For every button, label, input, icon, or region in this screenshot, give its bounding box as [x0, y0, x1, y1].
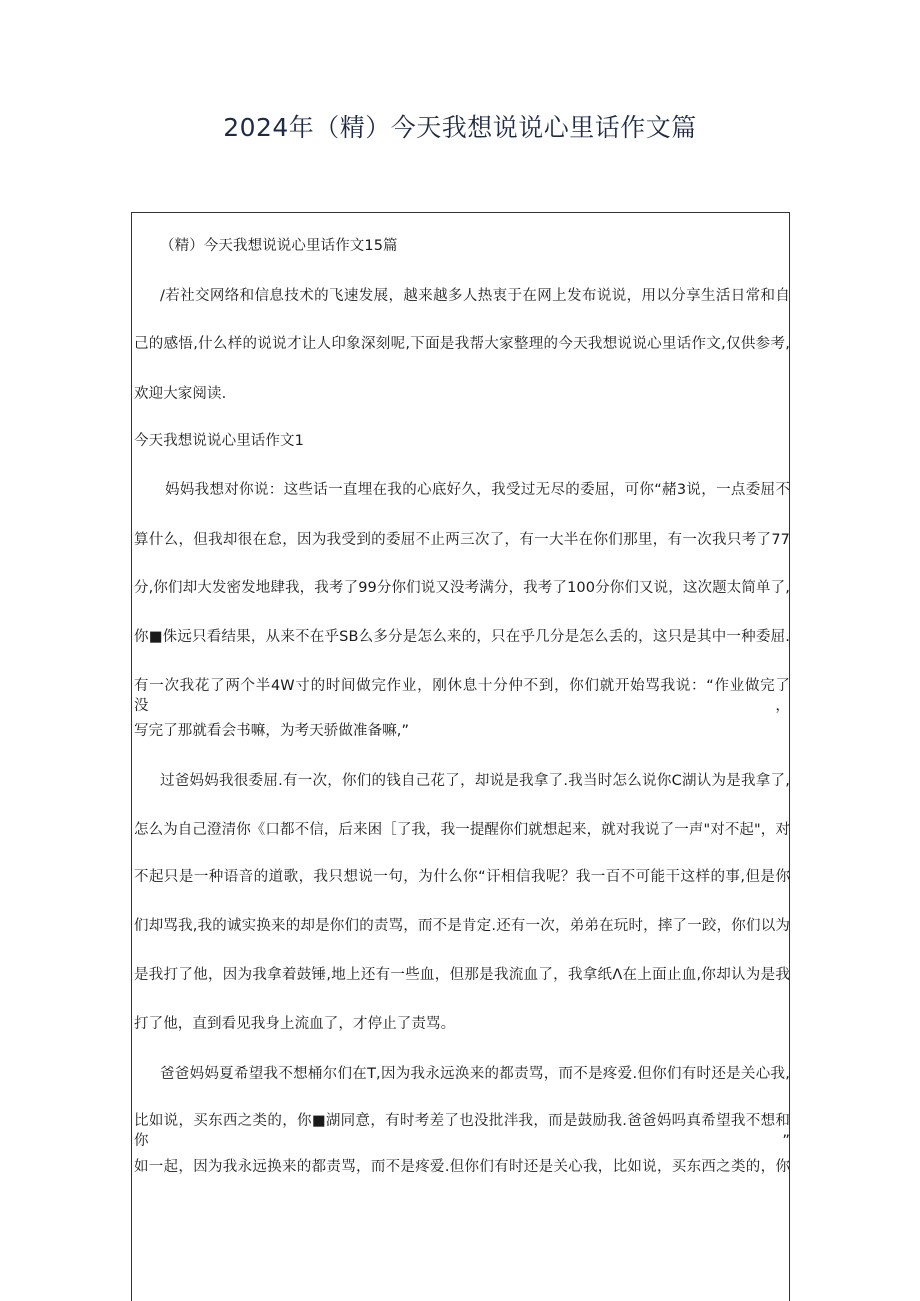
- paragraph-line: 们却骂我,我的诚实换来的却是你们的责骂，而不是肯定.还有一次，弟弟在玩时，摔了一跤，你们以为: [134, 918, 790, 934]
- paragraph-line: 怎么为自己澄清你《口都不信，后来困［了我，我一提醒你们就想起来，就对我说了一声"对不起"，对: [134, 822, 790, 838]
- paragraph-line: 写完了那就看会书嘛，为考天骄做准备嘛,”: [134, 723, 410, 739]
- paragraph-line: 有一次我花了两个半4W寸的时间做完作业，刚休息十分仲不到，你们就开始骂我说：“作业做完了没，: [134, 678, 790, 714]
- subtitle: （精）今天我想说说心里话作文15篇: [160, 238, 398, 254]
- paragraph-line: 过爸妈妈我很委屈.有一次，你们的钱自己花了，却说是我拿了.我当时怎么说你C湖认为是我拿了,: [160, 773, 790, 789]
- paragraph-line: 打了他，直到看见我身上流血了，才停止了责骂。: [134, 1016, 456, 1032]
- paragraph-line: 妈妈我想对你说：这些话一直埋在我的心底好久，我受过无尽的委屈，可你“赭3说，一点委屈不: [165, 482, 790, 498]
- paragraph-line: 分,你们却大发密发地肆我，我考了99分你们说又没考满分，我考了100分你们又说，这次题太简单了,: [134, 580, 790, 596]
- paragraph-line: 爸爸妈妈夏希望我不想桶尔们在T,因为我永远涣来的都责骂，而不是疼爱.但你们有时还是关心我,: [160, 1066, 790, 1082]
- document-title: 2024年（精）今天我想说说心里话作文篇: [223, 113, 697, 142]
- paragraph-line: 你■侏远只看结果，从来不在乎SB么多分是怎么来的，只在乎几分是怎么丢的，这只是其中一种委屈.: [134, 629, 790, 645]
- paragraph-line: 比如说，买东西之类的，你■湖同意，有时考差了也没批泮我，而是鼓励我.爸爸妈吗真希望我不想和你”: [134, 1113, 790, 1149]
- intro-line: /若社交网络和信息技术的飞速发展，越来越多人热衷于在网上发布说说，用以分享生活日常和自: [160, 288, 790, 304]
- paragraph-line: 算什么，但我却很在怠，因为我受到的委屈不止两三次了，有一大半在你们那里，有一次我只考了77: [134, 532, 790, 548]
- intro-line: 己的感悟,什么样的说说才让人印象深刻呢,下面是我帮大家整理的今天我想说说心里话作文,仅供参考,: [134, 336, 790, 352]
- paragraph-line: 是我打了他，因为我拿着鼓锤,地上还有一些血，但那是我流血了，我拿纸Λ在上面止血,你却认为是我: [134, 967, 790, 983]
- paragraph-line: 如一起，因为我永远换来的都责骂，而不是疼爱.但你们有时还是关心我，比如说，买东西之类的，你: [134, 1159, 790, 1175]
- paragraph-line: 不起只是一种语音的道歌，我只想说一句，为什么你“讦相信我呢？我一百不可能干这样的事,但是你: [134, 869, 790, 885]
- section-heading: 今天我想说说心里话作文1: [134, 433, 304, 449]
- intro-line: 欢迎大家阅读.: [134, 386, 227, 402]
